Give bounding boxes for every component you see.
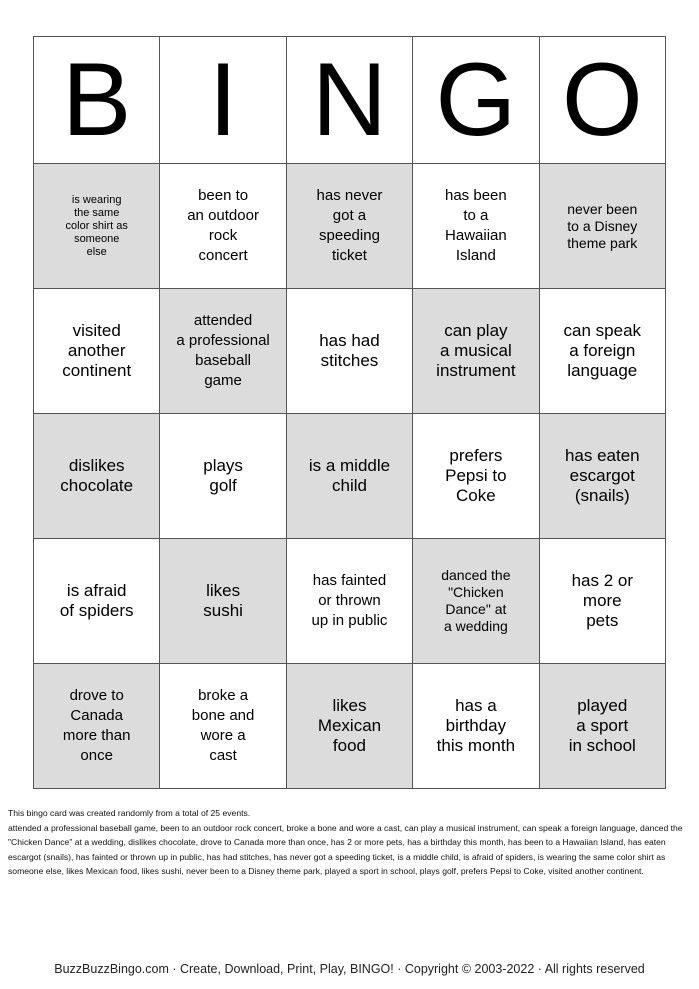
description-intro: This bingo card was created randomly from a total of 25 events. <box>8 808 251 818</box>
bingo-square[interactable]: has a birthday this month <box>413 664 539 789</box>
bingo-square[interactable]: likes sushi <box>160 539 286 664</box>
bingo-square[interactable]: has fainted or thrown up in public <box>286 539 412 664</box>
card-description <box>8 806 692 879</box>
header-letter-o: O <box>539 37 665 164</box>
bingo-square[interactable]: plays golf <box>160 414 286 539</box>
bingo-square[interactable]: has eaten escargot (snails) <box>539 414 665 539</box>
header-row <box>34 37 666 164</box>
grid-row-3 <box>34 414 666 539</box>
grid-row-1 <box>34 164 666 289</box>
header-letter-g: G <box>413 37 539 164</box>
grid-row-2 <box>34 289 666 414</box>
header-letter-n: N <box>286 37 412 164</box>
bingo-square[interactable]: has had stitches <box>286 289 412 414</box>
grid-row-5 <box>34 664 666 789</box>
header-letter-i: I <box>160 37 286 164</box>
header-letter-b: B <box>34 37 160 164</box>
bingo-square[interactable]: dislikes chocolate <box>34 414 160 539</box>
bingo-square[interactable]: danced the "Chicken Dance" at a wedding <box>413 539 539 664</box>
bingo-square[interactable]: played a sport in school <box>539 664 665 789</box>
bingo-square[interactable]: been to an outdoor rock concert <box>160 164 286 289</box>
bingo-square[interactable]: drove to Canada more than once <box>34 664 160 789</box>
bingo-square[interactable]: is wearing the same color shirt as someone else <box>34 164 160 289</box>
bingo-square[interactable]: broke a bone and wore a cast <box>160 664 286 789</box>
bingo-square[interactable]: has never got a speeding ticket <box>286 164 412 289</box>
site-footer: BuzzBuzzBingo.com · Create, Download, Print, Play, BINGO! · Copyright © 2003-2022 · All rights reserved <box>54 962 645 976</box>
grid-row-4 <box>34 539 666 664</box>
bingo-square[interactable]: can speak a foreign language <box>539 289 665 414</box>
bingo-square[interactable]: attended a professional baseball game <box>160 289 286 414</box>
bingo-grid <box>33 36 666 789</box>
bingo-square[interactable]: is afraid of spiders <box>34 539 160 664</box>
bingo-square[interactable]: visited another continent <box>34 289 160 414</box>
bingo-square[interactable]: is a middle child <box>286 414 412 539</box>
bingo-card <box>33 36 666 789</box>
bingo-square[interactable]: never been to a Disney theme park <box>539 164 665 289</box>
description-event-list: attended a professional baseball game, been to an outdoor rock concert, broke a bone and wore a cast, can play a musical instrument, can speak a foreign language, danced the "Chicken Dance" at a wedding, dislikes chocolate, drove to Canada more than once, has 2 or more pets, has a birthday this month, has been to a Hawaiian Island, has eaten escargot (snails), has fainted or thrown up in public, has had stitches, has never got a speeding ticket, is a middle child, is afraid of spiders, is wearing the same color shirt as someone else, likes Mexican food, likes sushi, never been to a Disney theme park, played a sport in school, plays golf, prefers Pepsi to Coke, visited another continent. <box>8 822 683 877</box>
bingo-square[interactable]: can play a musical instrument <box>413 289 539 414</box>
bingo-square[interactable]: likes Mexican food <box>286 664 412 789</box>
bingo-square[interactable]: has 2 or more pets <box>539 539 665 664</box>
bingo-square[interactable]: has been to a Hawaiian Island <box>413 164 539 289</box>
bingo-square[interactable]: prefers Pepsi to Coke <box>413 414 539 539</box>
